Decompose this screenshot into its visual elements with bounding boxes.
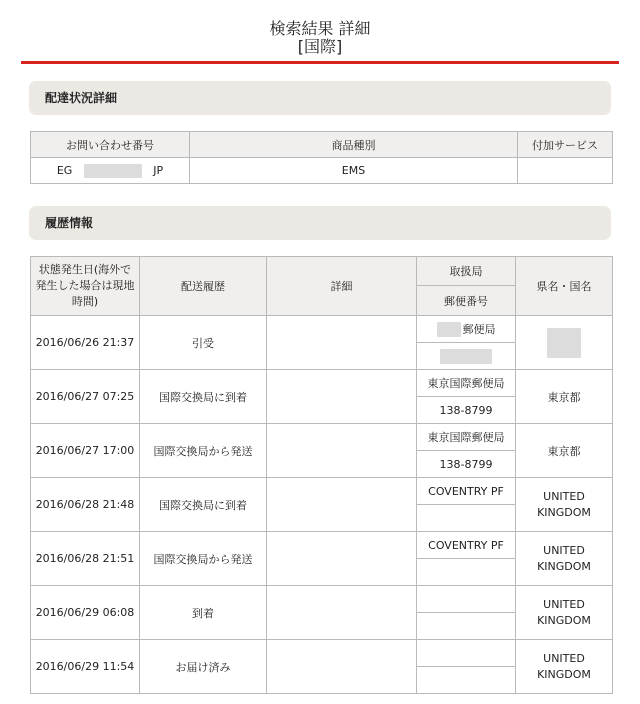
history-detail [267,640,417,694]
history-date: 2016/06/26 21:37 [31,316,140,370]
history-date: 2016/06/29 06:08 [31,586,140,640]
delivery-section-header: 配達状況詳細 [29,81,611,115]
history-status: 引受 [140,316,267,370]
history-table [30,256,613,694]
history-row [31,478,613,505]
extra-service-header: 付加サービス [518,132,613,158]
history-region [516,478,613,532]
history-office: 東京国際郵便局 [417,424,516,451]
history-region-line2: KINGDOM [537,667,591,681]
history-region [516,640,613,694]
history-region [516,586,613,640]
product-type-header: 商品種別 [190,132,518,158]
date-header: 状態発生日(海外で発生した場合は現地時間) [31,257,140,316]
extra-service-cell [518,158,613,184]
history-status: 国際交換局に到着 [140,478,267,532]
history-office [417,316,516,343]
history-row [31,370,613,397]
page-title-line1: 検索結果 詳細 [269,19,371,38]
history-date: 2016/06/28 21:51 [31,532,140,586]
history-postal: 138-8799 [417,451,516,478]
inquiry-number-cell [31,158,190,184]
product-type-cell: EMS [190,158,518,184]
redacted-block [547,328,581,358]
history-date: 2016/06/28 21:48 [31,478,140,532]
history-region-line2: KINGDOM [537,505,591,519]
history-region-line1: UNITED [543,489,585,503]
history-office [417,640,516,667]
office-header: 取扱局 [417,257,516,286]
history-postal [417,505,516,532]
history-row [31,640,613,667]
page-title-line2: [国際] [297,37,343,56]
history-status: 国際交換局から発送 [140,532,267,586]
detail-header: 詳細 [267,257,417,316]
history-region-line2: KINGDOM [537,559,591,573]
history-detail [267,316,417,370]
history-postal [417,613,516,640]
history-row [31,424,613,451]
status-header: 配送履歴 [140,257,267,316]
history-date: 2016/06/29 11:54 [31,640,140,694]
history-status: 国際交換局から発送 [140,424,267,478]
history-section-header: 履歴情報 [29,206,611,240]
redacted-block [437,322,461,337]
title-divider [21,61,619,64]
history-region [516,532,613,586]
history-row [31,316,613,343]
delivery-header-row [31,132,613,158]
history-detail [267,424,417,478]
history-postal [417,559,516,586]
history-header-row [31,257,613,286]
page-title [0,0,640,56]
history-office-text: 郵便局 [462,322,496,336]
history-postal [417,667,516,694]
history-office: 東京国際郵便局 [417,370,516,397]
inquiry-suffix: JP [153,163,164,177]
history-postal [417,343,516,370]
history-row [31,586,613,613]
history-detail [267,478,417,532]
history-status: お届け済み [140,640,267,694]
postal-code-header: 郵便番号 [417,286,516,316]
region-header: 県名・国名 [516,257,613,316]
history-date: 2016/06/27 07:25 [31,370,140,424]
history-detail [267,370,417,424]
history-region: 東京都 [516,424,613,478]
history-detail [267,586,417,640]
history-office [417,586,516,613]
history-region-line2: KINGDOM [537,613,591,627]
history-office: COVENTRY PF [417,532,516,559]
history-office: COVENTRY PF [417,478,516,505]
history-detail [267,532,417,586]
redacted-block [84,164,142,178]
history-date: 2016/06/27 17:00 [31,424,140,478]
history-status: 到着 [140,586,267,640]
redacted-block [440,349,492,364]
history-region [516,316,613,370]
inquiry-number-header: お問い合わせ番号 [31,132,190,158]
history-region: 東京都 [516,370,613,424]
delivery-table [30,131,613,184]
history-postal: 138-8799 [417,397,516,424]
history-region-line1: UNITED [543,543,585,557]
history-region-line1: UNITED [543,651,585,665]
delivery-data-row [31,158,613,184]
history-status: 国際交換局に到着 [140,370,267,424]
history-region-line1: UNITED [543,597,585,611]
history-row [31,532,613,559]
inquiry-prefix: EG [56,163,73,177]
